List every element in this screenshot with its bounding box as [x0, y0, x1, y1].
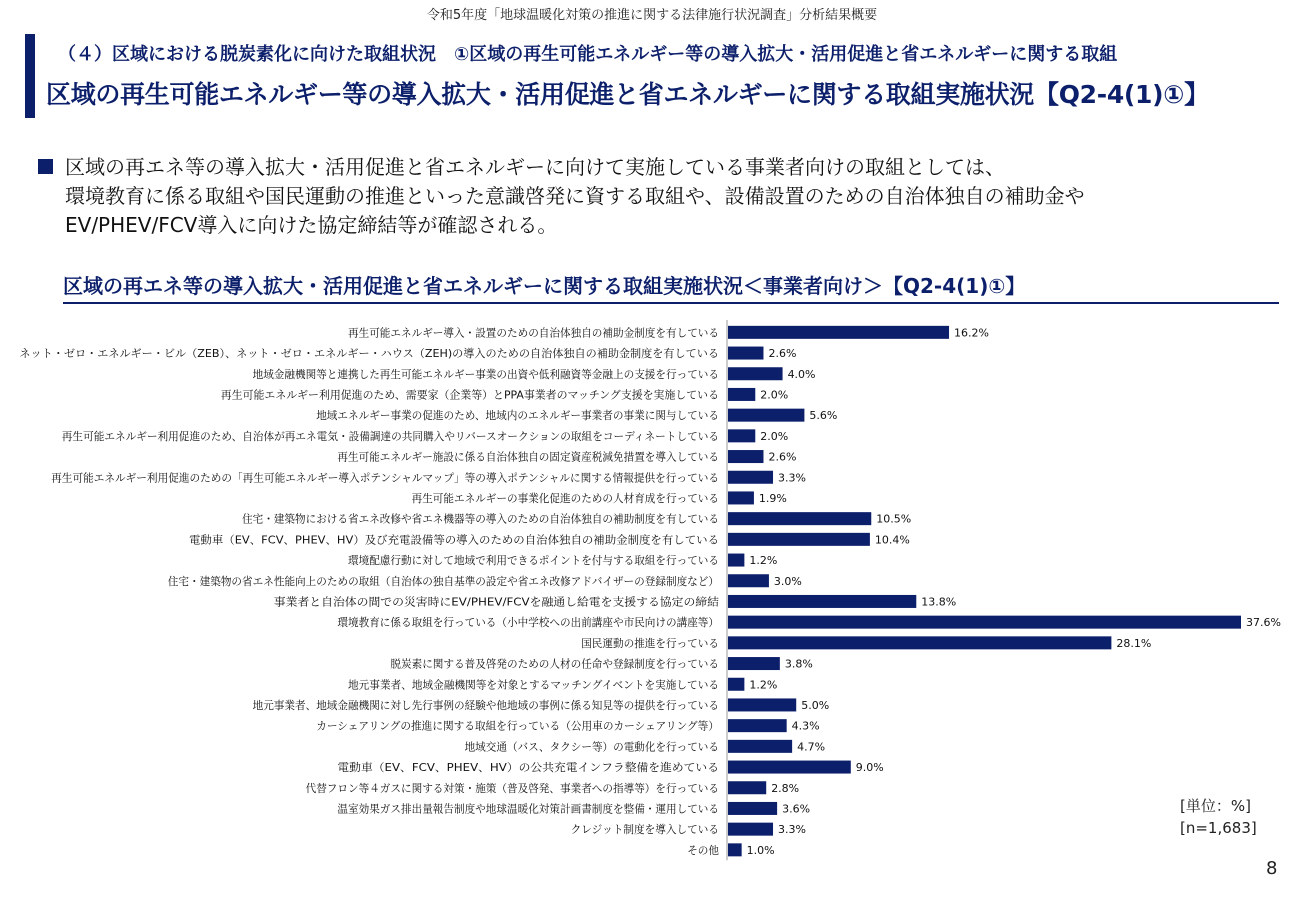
bar [728, 823, 773, 836]
bar [728, 491, 754, 504]
value-label: 10.4% [874, 533, 910, 547]
bar [728, 781, 766, 794]
value-label: 1.2% [749, 554, 778, 568]
category-label: 再生可能エネルギーの事業化促進のための人材育成を行っている [411, 491, 731, 505]
category-label: 再生可能エネルギー導入・設置のための自治体独自の補助金制度を有している [348, 326, 733, 340]
bar [728, 409, 804, 422]
summary-line-1: 区域の再エネ等の導入拡大・活用促進と省エネルギーに向けて実施している事業者向けの取組としては、 [65, 155, 1005, 179]
category-label: 事業者と自治体の間での災害時にEV/PHEV/FCVを融通し給電を支援する協定の締結 [273, 595, 688, 609]
value-label: 1.9% [758, 491, 787, 505]
section-subtitle: （４）区域における脱炭素化に向けた取組状況 ①区域の再生可能エネルギー等の導入拡大・活用促進と省エネルギーに関する取組 [58, 44, 1118, 65]
value-label: 4.0% [787, 367, 816, 381]
summary-line-3: EV/PHEV/FCV導入に向けた協定締結等が確認される。 [65, 213, 558, 237]
bar [728, 574, 769, 587]
bar [728, 761, 851, 774]
bar [728, 388, 755, 401]
category-label: 代替フロン等４ガスに関する対策・施策（普及啓発、事業者への指導等）を行っている [305, 781, 735, 795]
page-title: 区域の再生可能エネルギー等の導入拡大・活用促進と省エネルギーに関する取組実施状況【Q2-4(1)①】 [46, 80, 1209, 109]
bar [728, 367, 783, 380]
report-caption: 令和5年度「地球温暖化対策の推進に関する法律施行状況調査」分析結果概要 [426, 8, 878, 23]
bar [728, 347, 763, 360]
value-label: 3.0% [773, 574, 802, 588]
value-label: 3.6% [782, 802, 811, 816]
bar [728, 512, 871, 525]
summary-line-2: 環境教育に係る取組や国民運動の推進といった意識啓発に資する取組や、設備設置のための自治体独自の補助金や [65, 184, 1085, 208]
category-label: 地元事業者、地域金融機関に対し先行事例の経験や他地域の事例に係る知見等の提供を行っている [252, 698, 737, 712]
bar [728, 802, 777, 815]
category-label: 地元事業者、地域金融機関等を対象とするマッチングイベントを実施している [348, 678, 732, 692]
category-label: 住宅・建築物の省エネ性能向上のための取組（自治体の独自基準の設定や省エネ改修アドバイザーの登録制度など） [167, 574, 740, 588]
value-label: 1.0% [746, 843, 775, 857]
category-label: 脱炭素に関する普及啓発のための人材の任命や登録制度を行っている [390, 657, 732, 671]
bar [728, 740, 792, 753]
bar [728, 554, 744, 567]
category-label: 国民運動の推進を行っている [581, 636, 725, 650]
value-label: 3.3% [778, 471, 806, 485]
category-label: 地域エネルギー事業の促進のため、地域内のエネルギー事業者の事業に関与している [316, 409, 734, 423]
category-label: 再生可能エネルギー施設に係る自治体独自の固定資産税減免措置を導入している [337, 450, 734, 464]
value-label: 2.0% [760, 388, 789, 402]
category-label: ネット・ゼロ・エネルギー・ビル（ZEB）、ネット・ゼロ・エネルギー・ハウス（ZEH)の導入のための自治体独自の補助金制度を有している [19, 347, 712, 361]
category-label: 地域交通（バス、タクシー等）の電動化を行っている [464, 740, 729, 754]
bar [728, 636, 1111, 649]
summary-bullet [38, 153, 1085, 240]
bar [728, 326, 949, 339]
category-label: 住宅・建築物における省エネ改修や省エネ機器等の導入のための自治体独自の補助制度を有している [242, 512, 737, 526]
category-label: クレジット制度を導入している [570, 823, 725, 837]
bar-chart [0, 318, 1304, 868]
bar [728, 657, 780, 670]
square-bullet-icon [38, 159, 53, 174]
page-number: 8 [1266, 858, 1278, 879]
value-label: 28.1% [1116, 636, 1152, 650]
bar [728, 595, 916, 608]
category-label: 電動車（EV、FCV、PHEV、HV）及び充電設備等の導入のための自治体独自の補助金制度を有している [189, 533, 700, 547]
chart-title-underline [63, 302, 1279, 304]
value-label: 2.0% [760, 429, 789, 443]
bar [728, 429, 755, 442]
category-label: 再生可能エネルギー利用促進のため、需要家（企業等）とPPA事業者のマッチング支援を実施している [220, 388, 724, 402]
title-accent-bar [25, 34, 35, 118]
value-label: 5.6% [809, 409, 838, 423]
category-label: 地域金融機関等と連携した再生可能エネルギー事業の出資や低利融資等金融上の支援を行っている [252, 367, 737, 381]
unit-note [1180, 795, 1257, 839]
unit-label: [単位：%] [1180, 797, 1251, 815]
value-label: 1.2% [749, 678, 778, 692]
category-label: カーシェアリングの推進に関する取組を行っている（公用車のカーシェアリング等） [316, 719, 733, 733]
bar [728, 616, 1241, 629]
category-label: 環境教育に係る取組を行っている（小中学校への出前講座や市民向けの講座等） [337, 616, 734, 630]
bar [728, 843, 742, 856]
category-label: 温室効果ガス排出量報告制度や地球温暖化対策計画書制度を整備・運用している [337, 802, 734, 816]
value-label: 2.6% [768, 450, 797, 464]
category-label: その他 [687, 843, 721, 857]
bar [728, 698, 796, 711]
bar [728, 533, 870, 546]
value-label: 3.3% [778, 823, 806, 837]
value-label: 2.6% [768, 347, 797, 361]
value-label: 4.3% [791, 719, 820, 733]
value-label: 13.8% [921, 595, 957, 609]
bar [728, 471, 773, 484]
bar [728, 450, 763, 463]
value-label: 10.5% [876, 512, 912, 526]
category-label: 再生可能エネルギー利用促進のための「再生可能エネルギー導入ポテンシャルマップ」等の導入ポテンシャルに関する情報提供を行っている [51, 471, 742, 485]
chart-title: 区域の再エネ等の導入拡大・活用促進と省エネルギーに関する取組実施状況＜事業者向け＞【Q2-4(1)①】 [63, 274, 1026, 298]
value-label: 2.8% [771, 781, 800, 795]
category-label: 環境配慮行動に対して地域で利用できるポイントを付与する取組を行っている [348, 554, 733, 568]
category-label: 電動車（EV、FCV、PHEV、HV）の公共充電インフラ整備を進めている [337, 761, 694, 775]
category-label: 再生可能エネルギー利用促進のため、自治体が再エネ電気・設備調達の共同購入やリバースオークションの取組をコーディネートしている [61, 429, 742, 443]
bar [728, 678, 744, 691]
bar [728, 719, 787, 732]
value-label: 37.6% [1246, 616, 1281, 630]
value-label: 3.8% [784, 657, 813, 671]
value-label: 4.7% [797, 740, 826, 754]
value-label: 9.0% [855, 761, 884, 775]
value-label: 16.2% [954, 326, 989, 340]
sample-size: [n=1,683] [1180, 819, 1257, 837]
value-label: 5.0% [801, 698, 830, 712]
